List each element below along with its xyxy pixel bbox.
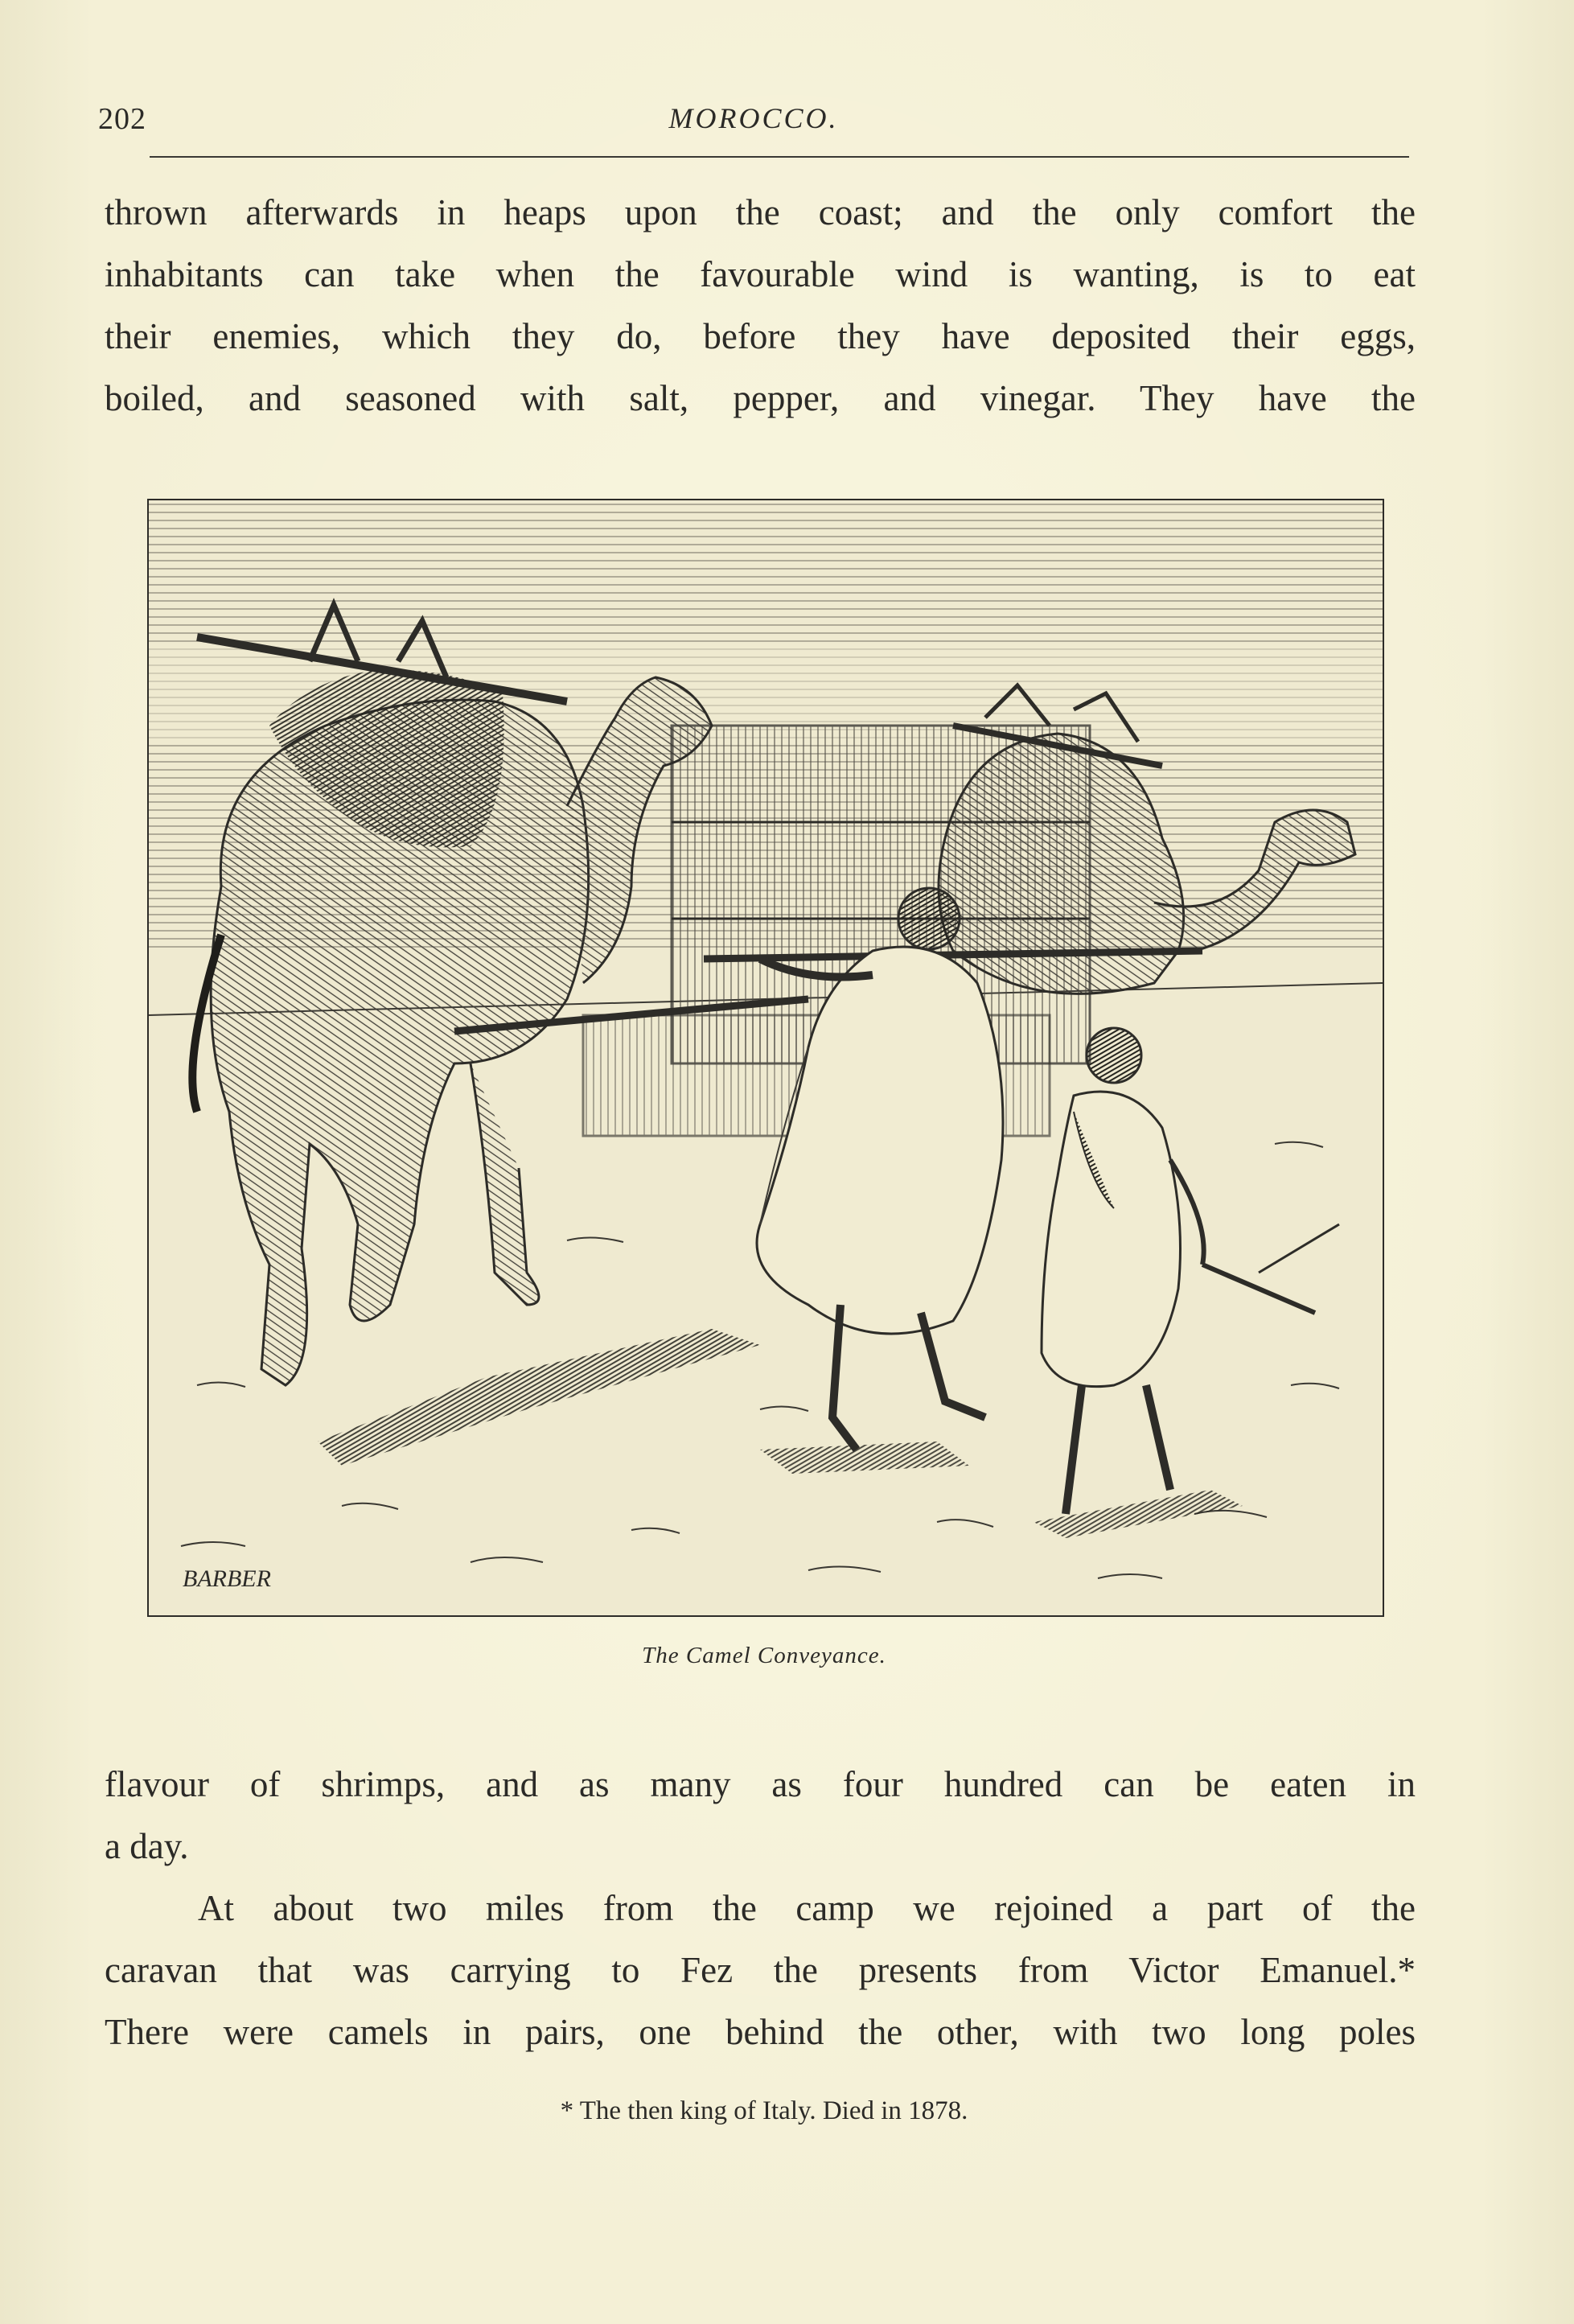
text-line: At about two miles from the camp we rejoined a part of the	[198, 1888, 1416, 1928]
text-line: There were camels in pairs, one behind the other, with two long poles	[105, 2012, 1416, 2052]
text-line: flavour of shrimps, and as many as four hundred can be eaten in	[105, 1764, 1416, 1804]
header-rule	[150, 156, 1409, 158]
paragraph-next	[105, 1878, 1416, 2063]
running-head	[98, 95, 1409, 143]
paragraph-top	[105, 182, 1416, 430]
text-line: caravan that was carrying to Fez the presents from Victor Emanuel.*	[105, 1950, 1416, 1990]
figure-caption: The Camel Conveyance.	[642, 1643, 886, 1668]
text-line: a day.	[105, 1826, 189, 1866]
page-number: 202	[98, 102, 146, 136]
engraver-signature: BARBER	[183, 1565, 271, 1592]
footnote: * The then king of Italy. Died in 1878.	[560, 2096, 968, 2125]
text-line: inhabitants can take when the favourable wind is wanting, is to eat	[105, 254, 1416, 294]
running-title: MOROCCO.	[668, 102, 839, 134]
text-line: their enemies, which they do, before they have deposited their eggs,	[105, 316, 1416, 356]
text-line: thrown afterwards in heaps upon the coast; and the only comfort the	[105, 192, 1416, 232]
engraving-illustration	[149, 500, 1383, 1615]
engraving-figure	[147, 499, 1384, 1617]
paragraph-continued	[105, 1754, 1416, 1878]
boy-with-stick	[1042, 1028, 1339, 1514]
camel-shadow	[318, 1329, 760, 1466]
text-line: boiled, and seasoned with salt, pepper, and vinegar. They have the	[105, 378, 1416, 418]
